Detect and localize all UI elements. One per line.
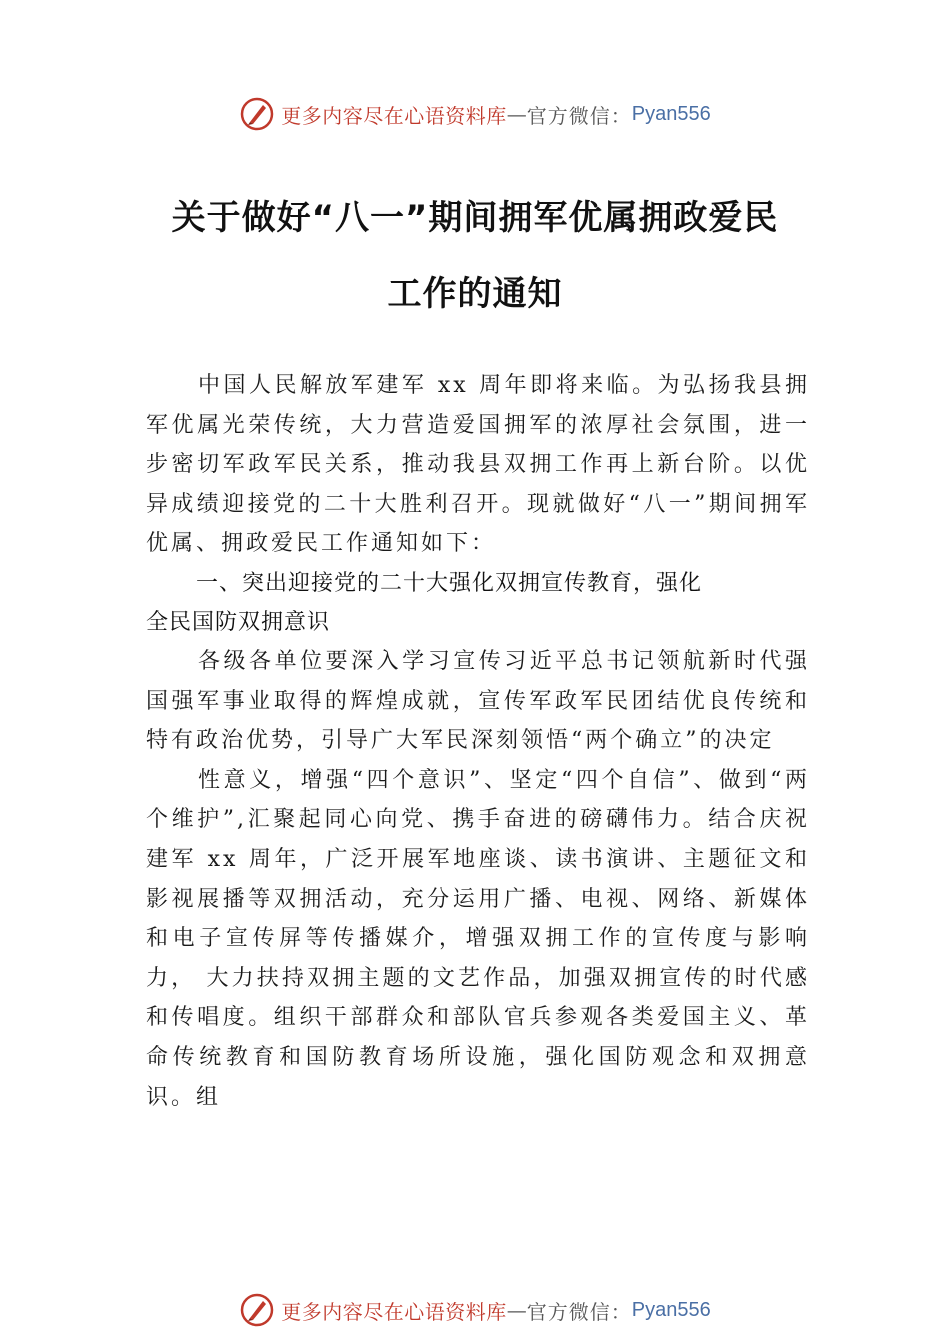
footer-watermark-banner — [0, 1290, 950, 1330]
wechat-label: 官方微信： — [526, 1299, 632, 1324]
document-title-line-1: 关于做好“八一”期间拥军优属拥政爱民 — [171, 198, 779, 238]
header-watermark-banner — [0, 94, 950, 134]
document-title-line-2: 工作的通知 — [387, 274, 563, 314]
banner-separator: — — [506, 1298, 527, 1322]
promo-text: 更多内容尽在心语资料库 — [281, 103, 507, 128]
wechat-id: Pyan556 — [631, 1298, 711, 1321]
document-body — [146, 366, 810, 1117]
banner-separator: — — [506, 102, 527, 126]
section-1-heading-line-2: 全民国防双拥意识 — [146, 609, 331, 635]
wechat-id: Pyan556 — [631, 102, 711, 125]
section-1-heading-line-1: 一、突出迎接党的二十大强化双拥宣传教育，强化 — [196, 570, 703, 596]
section-1-paragraph-2: 性意义，增强“四个意识”、坚定“四个自信”、做到“两个维护”,汇聚起同心向党、携手奋进的磅礴伟力。结合庆祝建军 xx 周年，广泛开展军地座谈、读书演讲、主题征文和影视展播等双拥活动，充分运用广播、电视、网络、新媒体和电子宣传屏等传播媒介，增强双拥工作的宣传度与影响力， 大力扶持双拥主题的文艺作品，加强双拥宣传的时代感和传唱度。组织干部群众和部队官兵参观各类爱国主义、革命传统教育和国防教育场所设施，强化国防观念和双拥意识。组 — [146, 767, 810, 1110]
intro-paragraph: 中国人民解放军建军 xx 周年即将来临。为弘扬我县拥军优属光荣传统，大力营造爱国拥军的浓厚社会氛围，进一步密切军政军民关系，推动我县双拥工作再上新台阶。以优异成绩迎接党的二十大胜利召开。现就做好“八一”期间拥军优属、拥政爱民工作通知如下： — [146, 373, 810, 557]
pen-logo-icon — [239, 96, 275, 132]
section-1-paragraph-1: 各级各单位要深入学习宣传习近平总书记领航新时代强国强军事业取得的辉煌成就，宣传军政军民团结优良传统和特有政治优势，引导广大军民深刻领悟“两个确立”的决定 — [146, 648, 810, 754]
promo-text: 更多内容尽在心语资料库 — [281, 1299, 507, 1324]
section-1-heading — [146, 564, 810, 642]
pen-logo-icon — [239, 1292, 275, 1328]
wechat-label: 官方微信： — [526, 103, 632, 128]
